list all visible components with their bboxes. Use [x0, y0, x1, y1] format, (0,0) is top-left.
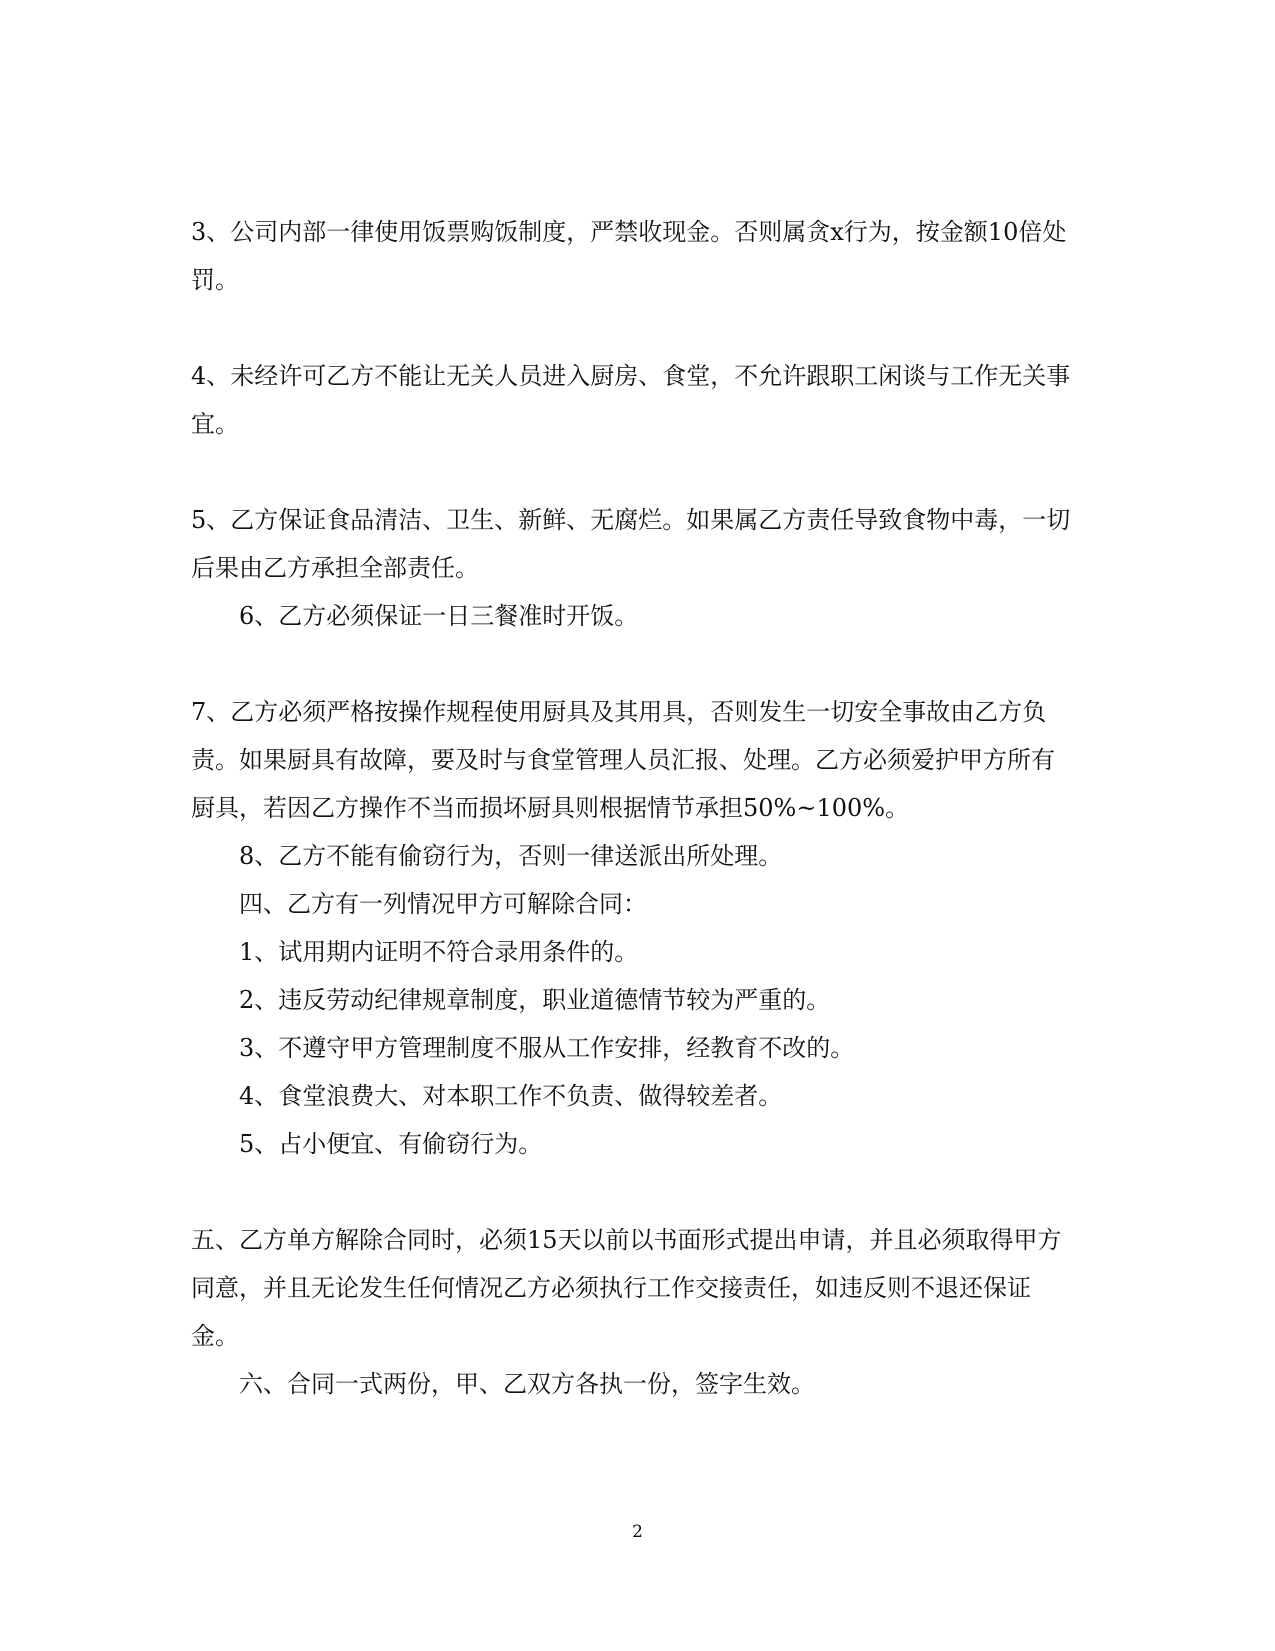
section-4-item-2: 2、违反劳动纪律规章制度，职业道德情节较为严重的。 — [239, 986, 831, 1014]
section-4-item-4: 4、食堂浪费大、对本职工作不负责、做得较差者。 — [239, 1082, 783, 1110]
section-4-item-3: 3、不遵守甲方管理制度不服从工作安排，经教育不改的。 — [239, 1034, 855, 1062]
clause-7: 7、乙方必须严格按操作规程使用厨具及其用具，否则发生一切安全事故由乙方负责。如果厨具有故障，要及时与食堂管理人员汇报、处理。乙方必须爱护甲方所有厨具，若因乙方操作不当而损坏厨具则根据情节承担50%~100%。 — [191, 698, 1055, 822]
clause-8: 8、乙方不能有偷窃行为，否则一律送派出所处理。 — [239, 842, 783, 870]
clause-5: 5、乙方保证食品清洁、卫生、新鲜、无腐烂。如果属乙方责任导致食物中毒，一切后果由乙方承担全部责任。 — [191, 506, 1071, 582]
section-5: 五、乙方单方解除合同时，必须15天以前以书面形式提出申请，并且必须取得甲方同意，并且无论发生任何情况乙方必须执行工作交接责任，如违反则不退还保证金。 — [191, 1226, 1062, 1350]
section-4-item-1: 1、试用期内证明不符合录用条件的。 — [239, 938, 639, 966]
section-4-heading: 四、乙方有一列情况甲方可解除合同： — [239, 890, 647, 918]
paragraph-gap — [191, 1168, 1071, 1216]
clause-6: 6、乙方必须保证一日三餐准时开饭。 — [239, 602, 639, 630]
clause-3: 3、公司内部一律使用饭票购饭制度，严禁收现金。否则属贪x行为，按金额10倍处罚。 — [191, 218, 1067, 294]
paragraph-gap — [191, 640, 1071, 688]
document-body — [191, 208, 1071, 1408]
paragraph-gap — [191, 304, 1071, 352]
section-6: 六、合同一式两份，甲、乙双方各执一份，签字生效。 — [239, 1370, 815, 1398]
page-number: 2 — [632, 1522, 643, 1542]
paragraph-gap — [191, 448, 1071, 496]
section-4-item-5: 5、占小便宜、有偷窃行为。 — [239, 1130, 543, 1158]
clause-4: 4、未经许可乙方不能让无关人员进入厨房、食堂，不允许跟职工闲谈与工作无关事宜。 — [191, 362, 1071, 438]
